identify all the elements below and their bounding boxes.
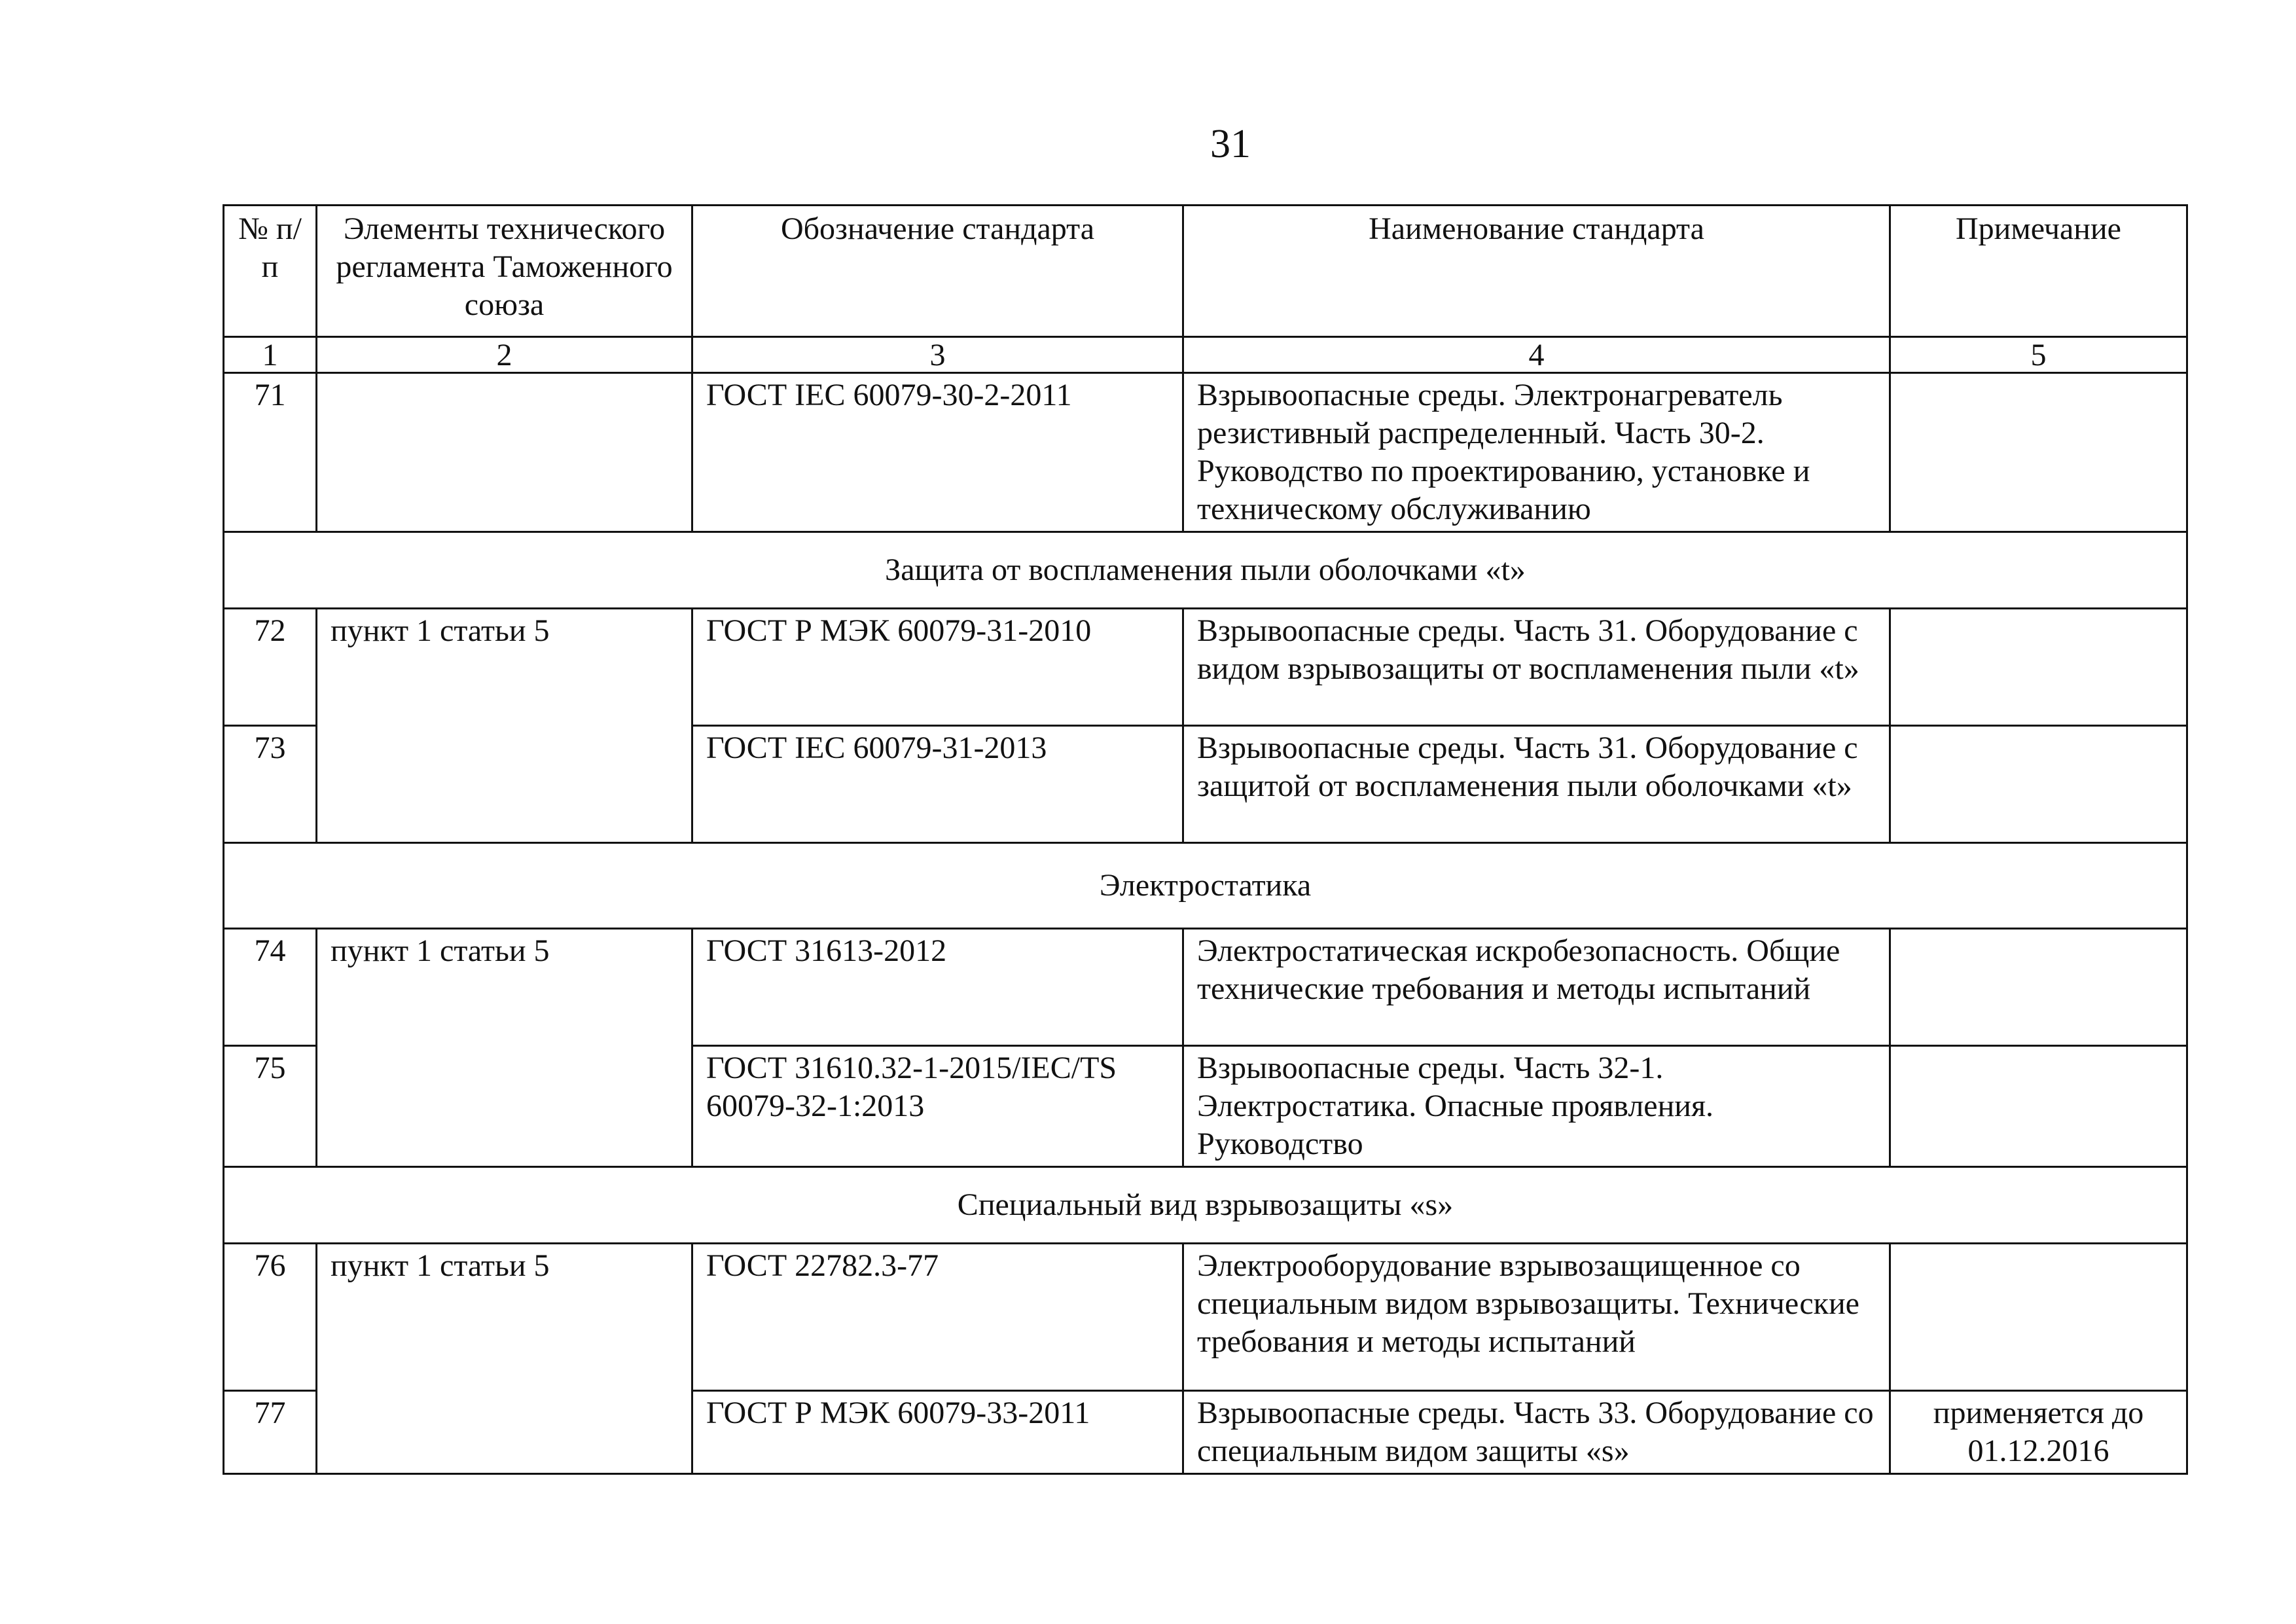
row-name: Взрывоопасные среды. Часть 32-1. Электростатика. Опасные проявления. Руководство: [1183, 1046, 1890, 1167]
row-note: [1890, 1244, 2187, 1391]
row-number: 74: [224, 929, 317, 1046]
row-note: [1890, 609, 2187, 726]
row-element: пункт 1 статьи 5: [317, 609, 692, 843]
row-name: Взрывоопасные среды. Часть 31. Оборудование с защитой от воспламенения пыли оболочками «t»: [1183, 726, 1890, 843]
table-row: [224, 373, 2187, 532]
row-designation: ГОСТ 31610.32-1-2015/IEC/TS 60079-32-1:2013: [692, 1046, 1183, 1167]
table-header-row: [224, 206, 2187, 337]
header-designation: Обозначение стандарта: [692, 206, 1183, 337]
row-designation: ГОСТ IEC 60079-31-2013: [692, 726, 1183, 843]
row-name: Электростатическая искробезопасность. Общие технические требования и методы испытаний: [1183, 929, 1890, 1046]
section-title: Защита от воспламенения пыли оболочками «t»: [224, 532, 2187, 609]
row-note: [1890, 373, 2187, 532]
row-element: пункт 1 статьи 5: [317, 1244, 692, 1474]
header-name: Наименование стандарта: [1183, 206, 1890, 337]
row-designation: ГОСТ 22782.3-77: [692, 1244, 1183, 1391]
row-designation: ГОСТ Р МЭК 60079-31-2010: [692, 609, 1183, 726]
row-number: 73: [224, 726, 317, 843]
row-designation: ГОСТ Р МЭК 60079-33-2011: [692, 1391, 1183, 1474]
row-designation: ГОСТ 31613-2012: [692, 929, 1183, 1046]
section-row: [224, 1167, 2187, 1244]
row-note: [1890, 929, 2187, 1046]
standards-table: [223, 204, 2188, 1475]
section-row: [224, 532, 2187, 609]
row-name: Взрывоопасные среды. Часть 33. Оборудование со специальным видом защиты «s»: [1183, 1391, 1890, 1474]
row-name: Взрывоопасные среды. Часть 31. Оборудование с видом взрывозащиты от воспламенения пыли «t»: [1183, 609, 1890, 726]
row-element: [317, 373, 692, 532]
row-number: 71: [224, 373, 317, 532]
row-number: 72: [224, 609, 317, 726]
row-name: Взрывоопасные среды. Электронагреватель резистивный распределенный. Часть 30-2. Руководство по проектированию, установке и техническому обслуживанию: [1183, 373, 1890, 532]
row-note: [1890, 726, 2187, 843]
column-number: 2: [317, 337, 692, 373]
row-note: [1890, 1046, 2187, 1167]
table-row: [224, 609, 2187, 726]
column-number: 5: [1890, 337, 2187, 373]
row-number: 76: [224, 1244, 317, 1391]
section-row: [224, 843, 2187, 929]
table-row: [224, 929, 2187, 1046]
section-title: Электростатика: [224, 843, 2187, 929]
header-elements: Элементы технического регламента Таможенного союза: [317, 206, 692, 337]
row-note: применяется до 01.12.2016: [1890, 1391, 2187, 1474]
row-number: 75: [224, 1046, 317, 1167]
column-number: 1: [224, 337, 317, 373]
column-numbers-row: [224, 337, 2187, 373]
column-number: 3: [692, 337, 1183, 373]
row-designation: ГОСТ IEC 60079-30-2-2011: [692, 373, 1183, 532]
header-number: № п/п: [224, 206, 317, 337]
table-row: [224, 1244, 2187, 1391]
row-element: пункт 1 статьи 5: [317, 929, 692, 1167]
header-note: Примечание: [1890, 206, 2187, 337]
page-number: 31: [1210, 122, 1251, 166]
column-number: 4: [1183, 337, 1890, 373]
row-number: 77: [224, 1391, 317, 1474]
section-title: Специальный вид взрывозащиты «s»: [224, 1167, 2187, 1244]
row-name: Электрооборудование взрывозащищенное со специальным видом взрывозащиты. Технические требования и методы испытаний: [1183, 1244, 1890, 1391]
